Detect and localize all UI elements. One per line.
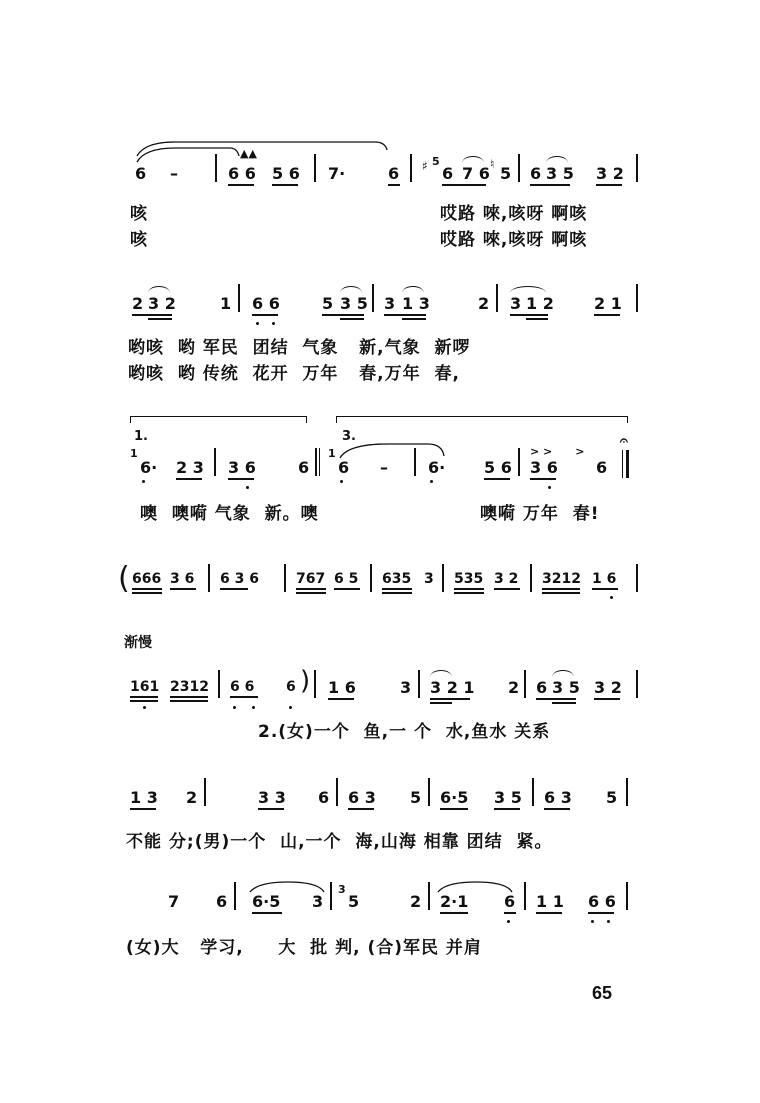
barline	[238, 284, 240, 312]
octave-dot	[607, 920, 610, 923]
barline	[518, 154, 520, 182]
note: 1 2	[526, 294, 554, 313]
beam	[382, 588, 412, 590]
note: 3 2 1	[430, 678, 475, 697]
barline	[314, 154, 316, 182]
barline	[496, 284, 498, 312]
barline	[530, 564, 532, 592]
barline	[442, 564, 444, 592]
note: 6·	[428, 458, 446, 477]
note: 3	[424, 571, 434, 587]
note: 3 5	[552, 678, 580, 697]
note: 2·1	[440, 892, 469, 911]
beam	[442, 184, 486, 186]
tie	[552, 670, 574, 677]
note: 6 5	[334, 571, 359, 587]
grace-note: 5	[432, 155, 440, 168]
lyric-line: 哟咳 哟 军民 团结 气象 新,气象 新啰	[128, 338, 471, 358]
octave-dot	[233, 706, 236, 709]
note: 3 2	[494, 571, 519, 587]
note: 666	[132, 571, 162, 587]
octave-dot	[610, 596, 613, 599]
grace-note: 1	[328, 447, 336, 460]
beam	[220, 588, 248, 590]
note: 6 6	[228, 164, 256, 183]
barline	[284, 564, 286, 592]
note: 1 1	[536, 892, 564, 911]
beam	[228, 478, 254, 480]
note: 6	[135, 164, 147, 183]
slur	[436, 880, 516, 894]
note: 2 3	[176, 458, 204, 477]
barline	[518, 448, 520, 476]
volta-label: 1.	[134, 429, 148, 444]
note: 1 6	[592, 571, 617, 587]
lyric-line: 咳	[130, 230, 148, 250]
note: 6	[530, 164, 542, 183]
tie	[402, 286, 424, 293]
beam	[552, 702, 576, 704]
note: 6	[388, 164, 400, 183]
barline	[372, 284, 374, 312]
note: 6·5	[252, 892, 281, 911]
barline	[370, 564, 372, 592]
note: 3 6	[530, 458, 558, 477]
note: 6	[442, 164, 454, 183]
beam	[536, 912, 562, 914]
note: 5	[322, 294, 334, 313]
note: 2	[132, 294, 144, 313]
staff-row-3	[0, 410, 760, 530]
staff-row-5	[0, 636, 760, 746]
note: –	[170, 164, 178, 183]
beam	[594, 698, 620, 700]
barline	[218, 670, 220, 698]
barline	[428, 882, 430, 910]
close-paren: )	[300, 666, 311, 696]
beam	[230, 696, 258, 698]
beam	[542, 588, 580, 590]
slur-1	[135, 134, 390, 164]
note: 7 6	[462, 164, 490, 183]
note: 6	[216, 892, 228, 911]
barline	[330, 882, 332, 910]
beam	[596, 184, 622, 186]
beam	[384, 314, 426, 316]
beam	[348, 808, 374, 810]
accent-marks: > > >	[530, 445, 585, 458]
barline	[418, 670, 420, 698]
volta-label: 3.	[342, 429, 356, 444]
lyric-line: 哟咳 哟 传统 花开 万年 春,万年 春,	[128, 364, 460, 384]
staff-row-6	[0, 770, 760, 860]
note: 5	[410, 788, 422, 807]
note: 2 1	[594, 294, 622, 313]
tie	[430, 670, 452, 677]
note: 3 2	[148, 294, 176, 313]
octave-dot	[143, 706, 146, 709]
barline	[414, 448, 416, 476]
barline	[215, 154, 217, 182]
note: 6	[536, 678, 548, 697]
note: 161	[130, 679, 160, 695]
beam	[430, 698, 470, 700]
grace-note: 3	[338, 883, 346, 896]
slur	[248, 880, 328, 894]
note: 2312	[170, 679, 209, 695]
staff-row-2	[0, 280, 760, 390]
lyric-line: 咳	[130, 204, 148, 224]
volta-bracket-1	[130, 416, 307, 423]
note: 6 6	[230, 679, 255, 695]
beam	[148, 318, 172, 320]
beam	[258, 808, 284, 810]
lyric-line: 哎路 唻,咳呀 啊咳	[440, 204, 588, 224]
barline	[234, 882, 236, 910]
beam	[530, 184, 570, 186]
barline	[214, 448, 216, 476]
beam	[132, 314, 172, 316]
beam	[542, 592, 580, 594]
note: 6	[318, 788, 330, 807]
staff-row-1	[0, 130, 760, 250]
note: 6·5	[440, 788, 469, 807]
note: 6 3	[348, 788, 376, 807]
octave-dot	[340, 480, 343, 483]
octave-dot	[142, 480, 145, 483]
barline	[315, 448, 317, 476]
beam	[176, 478, 202, 480]
beam	[130, 700, 158, 702]
beam	[504, 912, 516, 914]
beam	[440, 808, 468, 810]
note: 1	[220, 294, 232, 313]
barline	[636, 670, 638, 698]
octave-dot	[256, 322, 259, 325]
barline	[626, 778, 628, 806]
note: 6·	[140, 458, 158, 477]
beam	[328, 698, 354, 700]
beam	[592, 588, 618, 590]
beam	[272, 184, 298, 186]
note: 767	[296, 571, 326, 587]
note: 5	[606, 788, 618, 807]
volta-bracket-3	[336, 416, 628, 423]
note: 2	[410, 892, 422, 911]
barline	[636, 154, 638, 182]
beam	[130, 696, 158, 698]
barline	[204, 778, 206, 806]
beam	[526, 318, 548, 320]
beam	[130, 808, 156, 810]
note: 5 6	[272, 164, 300, 183]
beam	[170, 588, 196, 590]
lyric-line: 2.(女)一个 鱼,一 个 水,鱼水 关系	[258, 722, 551, 742]
note: 635	[382, 571, 412, 587]
note: 3 6	[170, 571, 195, 587]
beam	[228, 184, 254, 186]
beam	[494, 588, 520, 590]
beam	[588, 912, 614, 914]
octave-dot	[252, 706, 255, 709]
beam	[334, 588, 360, 590]
lyric-line: 哎路 唻,咳呀 啊咳	[440, 230, 588, 250]
barline	[524, 882, 526, 910]
barline	[410, 154, 412, 182]
note: 3	[312, 892, 324, 911]
octave-dot	[289, 706, 292, 709]
beam	[536, 698, 576, 700]
note: 6	[298, 458, 310, 477]
note: 3 5	[340, 294, 368, 313]
note: 1 6	[328, 678, 356, 697]
beam	[544, 808, 570, 810]
note: 3 5	[546, 164, 574, 183]
note: 7	[168, 892, 180, 911]
note: 6 6	[588, 892, 616, 911]
note: 2	[478, 294, 490, 313]
final-barline	[622, 450, 623, 478]
staff-row-4	[0, 560, 760, 620]
tie	[546, 156, 568, 163]
note: –	[380, 458, 388, 477]
note: 535	[454, 571, 484, 587]
beam	[402, 318, 426, 320]
note: 6	[504, 892, 516, 911]
lyric-line: 噢嗬 万年 春!	[480, 504, 600, 524]
note: 3	[400, 678, 412, 697]
beam	[132, 588, 162, 590]
beam	[252, 314, 278, 316]
tie	[340, 286, 362, 293]
note: 3 3	[258, 788, 286, 807]
final-barline	[626, 450, 629, 478]
note: 6 6	[252, 294, 280, 313]
note: 3 2	[596, 164, 624, 183]
tempo-marking: 渐慢	[124, 635, 152, 651]
beam	[170, 696, 208, 698]
beam	[296, 592, 326, 594]
note: 5 6	[484, 458, 512, 477]
grace-note: 1	[130, 447, 138, 460]
note: 2	[186, 788, 198, 807]
fermata-icon: 𝄐	[620, 433, 628, 449]
beam	[322, 314, 364, 316]
barline	[626, 882, 628, 910]
beam	[454, 592, 484, 594]
octave-dot	[591, 920, 594, 923]
note: 3 5	[494, 788, 522, 807]
beam	[388, 184, 400, 186]
note: 3	[384, 294, 396, 313]
tie	[510, 286, 546, 293]
barline	[524, 670, 526, 698]
lyric-line: 噢 噢嗬 气象 新。噢	[140, 504, 319, 524]
beam	[510, 314, 548, 316]
barline	[336, 778, 338, 806]
repeat-barline	[319, 448, 320, 476]
note: 5	[348, 892, 360, 911]
beam	[430, 702, 452, 704]
beam	[170, 700, 208, 702]
barline	[636, 284, 638, 312]
beam	[484, 478, 510, 480]
trill-mark: ▲▲	[240, 147, 257, 160]
note: 6 3	[544, 788, 572, 807]
octave-dot	[507, 920, 510, 923]
beam	[494, 808, 520, 810]
note: 2	[508, 678, 520, 697]
beam	[132, 592, 162, 594]
octave-dot	[246, 486, 249, 489]
note: 6	[338, 458, 350, 477]
lyric-line: 不能 分;(男)一个 山,一个 海,山海 相靠 团结 紧。	[126, 832, 553, 852]
octave-dot	[272, 322, 275, 325]
tie	[148, 286, 170, 293]
note: 6 3 6	[220, 571, 259, 587]
barline	[428, 778, 430, 806]
beam	[252, 912, 282, 914]
natural-sign: ♮	[490, 157, 495, 171]
note: 6	[286, 679, 296, 695]
barline	[314, 670, 316, 698]
beam	[340, 318, 364, 320]
sharp-sign: ♯	[422, 159, 428, 173]
note: 1 3	[402, 294, 430, 313]
octave-dot	[548, 486, 551, 489]
beam	[440, 912, 468, 914]
tie	[462, 156, 484, 163]
beam	[296, 588, 326, 590]
beam	[594, 314, 620, 316]
open-paren: (	[118, 561, 130, 596]
beam	[382, 592, 412, 594]
staff-row-7	[0, 880, 760, 980]
note: 3	[510, 294, 522, 313]
note: 3212	[542, 571, 581, 587]
barline	[636, 564, 638, 592]
note: 3 2	[594, 678, 622, 697]
note: 5	[500, 164, 512, 183]
note: 6	[596, 458, 608, 477]
beam	[454, 588, 484, 590]
note: 3 6	[228, 458, 256, 477]
note: 1 3	[130, 788, 158, 807]
note: 7·	[328, 164, 346, 183]
beam	[530, 478, 556, 480]
barline	[208, 564, 210, 592]
page-number: 65	[592, 983, 613, 1003]
lyric-line: (女)大 学习, 大 批 判, (合)军民 并肩	[126, 938, 482, 958]
barline	[532, 778, 534, 806]
octave-dot	[430, 480, 433, 483]
